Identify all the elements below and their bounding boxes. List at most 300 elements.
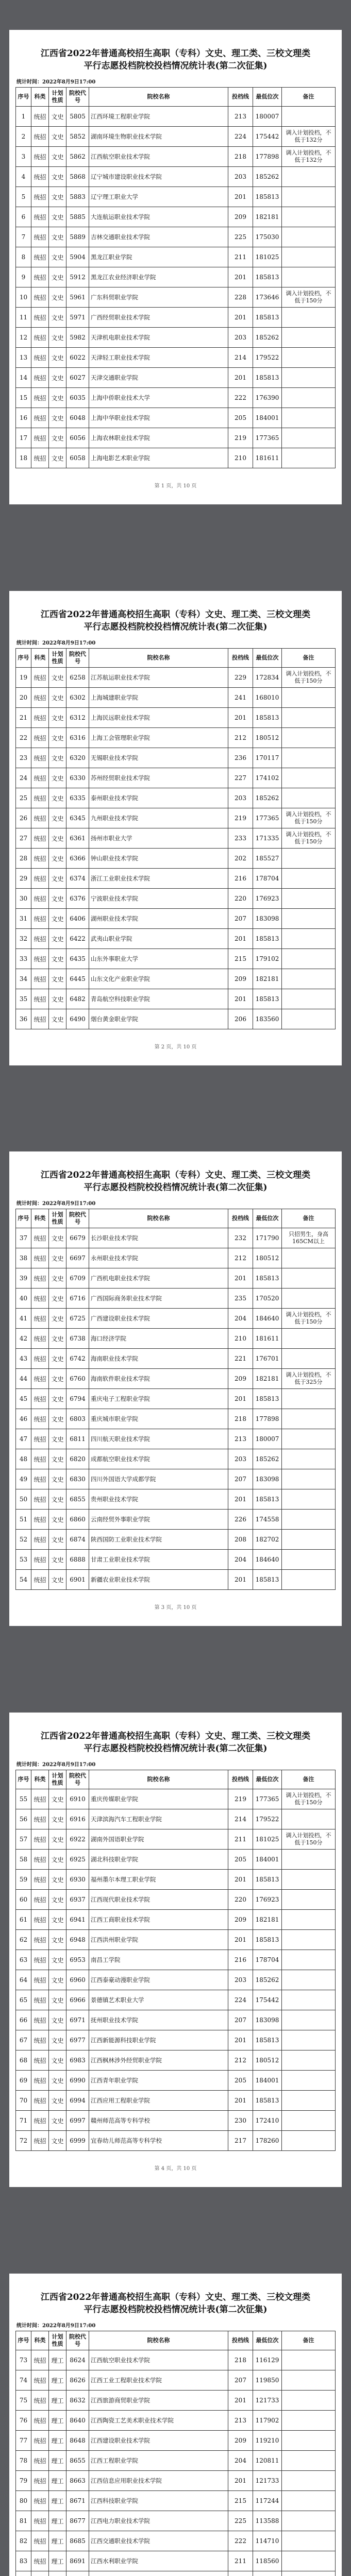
subject-type: 文史	[49, 408, 66, 428]
cutoff-score: 203	[228, 1449, 253, 1469]
table-row	[16, 1248, 336, 1268]
row-number: 19	[16, 668, 31, 688]
enroll-kind: 统招	[31, 348, 49, 368]
enroll-kind: 统招	[31, 448, 49, 468]
enroll-kind: 统招	[31, 768, 49, 788]
table-row	[16, 408, 336, 428]
cutoff-score: 202	[228, 849, 253, 869]
school-name: 陕西国防工业职业技术学院	[89, 1530, 228, 1550]
print-time: 统计时间：2022年8月9日17:00	[16, 1201, 96, 1207]
cutoff-score: 226	[228, 1510, 253, 1530]
enroll-kind: 统招	[31, 267, 49, 287]
table-row	[16, 167, 336, 187]
lowest-rank: 114710	[253, 2531, 282, 2551]
remark	[282, 2071, 336, 2091]
lowest-rank: 185813	[253, 2030, 282, 2050]
school-name: 广西国际商务职业技术学院	[89, 1289, 228, 1309]
lowest-rank: 177365	[253, 1789, 282, 1809]
school-name: 江西青年职业学院	[89, 2071, 228, 2091]
school-name: 黑龙江农业经济职业学院	[89, 267, 228, 287]
cutoff-score: 209	[228, 207, 253, 227]
subject-type: 文史	[49, 849, 66, 869]
remark	[282, 1990, 336, 2010]
subject-type: 文史	[49, 388, 66, 408]
remark	[282, 2370, 336, 2391]
remark	[282, 348, 336, 368]
enroll-kind: 统招	[31, 1248, 49, 1268]
cutoff-score: 212	[228, 1248, 253, 1268]
table-row	[16, 909, 336, 929]
row-number: 83	[16, 2551, 31, 2571]
subject-type: 文史	[49, 1850, 66, 1870]
row-number: 53	[16, 1550, 31, 1570]
school-code: 6022	[66, 348, 89, 368]
subject-type: 文史	[49, 1469, 66, 1489]
enroll-kind: 统招	[31, 788, 49, 808]
row-number: 46	[16, 1409, 31, 1429]
subject-type: 文史	[49, 1248, 66, 1268]
subject-type: 文史	[49, 247, 66, 267]
cutoff-score: 201	[228, 1930, 253, 1950]
title-line-1: 江西省2022年普通高校招生高职（专科）文史、理工类、三校文理类	[40, 1731, 311, 1741]
column-header: 科类	[31, 1209, 49, 1228]
column-header: 院校名称	[89, 2331, 228, 2350]
row-number: 31	[16, 909, 31, 929]
cutoff-score: 201	[228, 187, 253, 207]
enroll-kind: 统招	[31, 869, 49, 889]
column-header: 序号	[16, 88, 31, 107]
row-number: 68	[16, 2050, 31, 2071]
row-number: 25	[16, 788, 31, 808]
cutoff-score: 216	[228, 1950, 253, 1970]
cutoff-score: 207	[228, 909, 253, 929]
print-time: 统计时间：2022年8月9日17:00	[16, 79, 96, 85]
remark	[282, 748, 336, 768]
cutoff-score: 218	[228, 1409, 253, 1429]
lowest-rank: 185813	[253, 1870, 282, 1890]
title-line-2: 平行志愿投档院校投档情况统计表(第二次征集)	[83, 61, 268, 71]
lowest-rank: 182181	[253, 969, 282, 989]
table-row	[16, 929, 336, 949]
row-number: 16	[16, 408, 31, 428]
subject-type: 理工	[49, 2551, 66, 2571]
table-row	[16, 247, 336, 267]
school-name: 海南职业技术学院	[89, 1349, 228, 1369]
enroll-kind: 统招	[31, 1550, 49, 1570]
lowest-rank: 113588	[253, 2511, 282, 2531]
remark	[282, 2010, 336, 2030]
table-row	[16, 768, 336, 788]
column-header: 投档线	[228, 88, 253, 107]
school-code: 6916	[66, 1809, 89, 1829]
enroll-kind: 统招	[31, 2531, 49, 2551]
cutoff-score: 204	[228, 1550, 253, 1570]
table-row	[16, 1389, 336, 1409]
row-number: 28	[16, 849, 31, 869]
lowest-rank: 185813	[253, 308, 282, 328]
school-code: 6679	[66, 1228, 89, 1248]
school-code: 6930	[66, 1870, 89, 1890]
row-number: 73	[16, 2350, 31, 2370]
row-number: 54	[16, 1570, 31, 1590]
school-name: 湖南环境生物职业技术学院	[89, 127, 228, 147]
cutoff-score: 219	[228, 1789, 253, 1809]
school-name: 苏州经贸职业技术学院	[89, 768, 228, 788]
enroll-kind: 统招	[31, 1429, 49, 1449]
lowest-rank: 176390	[253, 388, 282, 408]
cutoff-score: 203	[228, 1970, 253, 1990]
table-row	[16, 2511, 336, 2531]
subject-type: 文史	[49, 167, 66, 187]
remark	[282, 2471, 336, 2491]
enroll-kind: 统招	[31, 1910, 49, 1930]
subject-type: 文史	[49, 207, 66, 227]
lowest-rank: 177365	[253, 428, 282, 448]
subject-type: 文史	[49, 768, 66, 788]
row-number: 38	[16, 1248, 31, 1268]
remark: 调入计划投档，不低于150分	[282, 1309, 336, 1329]
page-paper	[9, 2274, 342, 2576]
enroll-kind: 统招	[31, 1369, 49, 1389]
remark: 调入计划投档，不低于150分	[282, 668, 336, 688]
enroll-kind: 统招	[31, 2391, 49, 2411]
enroll-kind: 统招	[31, 368, 49, 388]
school-code: 6320	[66, 748, 89, 768]
school-code: 6435	[66, 949, 89, 969]
table-row	[16, 1329, 336, 1349]
page-paper	[9, 1713, 342, 2187]
cutoff-score: 215	[228, 949, 253, 969]
enroll-kind: 统招	[31, 1950, 49, 1970]
cutoff-score: 232	[228, 1228, 253, 1248]
lowest-rank: 175030	[253, 227, 282, 247]
table-row	[16, 1990, 336, 2010]
column-header: 投档线	[228, 1209, 253, 1228]
row-number: 1	[16, 107, 31, 127]
table-row	[16, 1369, 336, 1389]
cutoff-score: 210	[228, 448, 253, 468]
print-time: 统计时间：2022年8月9日17:00	[16, 1762, 96, 1768]
row-number: 44	[16, 1369, 31, 1389]
remark	[282, 1329, 336, 1349]
lowest-rank: 174102	[253, 768, 282, 788]
enroll-kind: 统招	[31, 2431, 49, 2451]
school-code: 6716	[66, 1289, 89, 1309]
remark	[282, 1550, 336, 1570]
subject-type: 文史	[49, 969, 66, 989]
row-number: 32	[16, 929, 31, 949]
school-name: 泰州职业技术学院	[89, 788, 228, 808]
lowest-rank: 185262	[253, 788, 282, 808]
school-code: 6374	[66, 869, 89, 889]
school-name: 江西工商职业技术学院	[89, 1910, 228, 1930]
school-name: 上海中侨职业技术大学	[89, 388, 228, 408]
subject-type: 理工	[49, 2491, 66, 2511]
school-name: 辽宁城市建设职业技术学院	[89, 167, 228, 187]
lowest-rank: 184640	[253, 1309, 282, 1329]
subject-type: 文史	[49, 1930, 66, 1950]
enroll-kind: 统招	[31, 969, 49, 989]
enroll-kind: 统招	[31, 1890, 49, 1910]
cutoff-score: 201	[228, 267, 253, 287]
subject-type: 理工	[49, 2451, 66, 2471]
enroll-kind: 统招	[31, 1389, 49, 1409]
table-row	[16, 969, 336, 989]
enroll-kind: 统招	[31, 147, 49, 167]
school-code: 8691	[66, 2551, 89, 2571]
school-name: 天津交通职业学院	[89, 368, 228, 388]
remark: 调入计划投档，不低于150分	[282, 1789, 336, 1809]
lowest-rank: 176923	[253, 1890, 282, 1910]
remark	[282, 1349, 336, 1369]
row-number: 52	[16, 1530, 31, 1550]
table-row	[16, 1510, 336, 1530]
row-number: 21	[16, 708, 31, 728]
cutoff-score: 217	[228, 2131, 253, 2151]
subject-type: 文史	[49, 1950, 66, 1970]
remark	[282, 1910, 336, 1930]
title-line-1: 江西省2022年普通高校招生高职（专科）文史、理工类、三校文理类	[40, 48, 311, 59]
column-header: 投档线	[228, 2331, 253, 2350]
subject-type: 文史	[49, 728, 66, 748]
enroll-kind: 统招	[31, 1449, 49, 1469]
school-name: 海口经济学院	[89, 1329, 228, 1349]
lowest-rank: 170520	[253, 1289, 282, 1309]
remark	[282, 2431, 336, 2451]
table-row	[16, 1309, 336, 1329]
cutoff-score: 220	[228, 889, 253, 909]
school-name: 辽宁理工职业大学	[89, 187, 228, 207]
enroll-kind: 统招	[31, 328, 49, 348]
row-number: 26	[16, 808, 31, 828]
column-header: 院校名称	[89, 649, 228, 668]
cutoff-score: 222	[228, 388, 253, 408]
column-header: 计划性质	[49, 1770, 66, 1789]
school-name: 江苏航运职业技术学院	[89, 668, 228, 688]
enroll-kind: 统招	[31, 1309, 49, 1329]
table-row	[16, 668, 336, 688]
page-title	[15, 47, 336, 72]
subject-type: 理工	[49, 2411, 66, 2431]
school-code: 6803	[66, 1409, 89, 1429]
document-page	[0, 1151, 351, 1626]
enroll-kind: 统招	[31, 1349, 49, 1369]
cutoff-score: 205	[228, 2071, 253, 2091]
subject-type: 文史	[49, 708, 66, 728]
column-header: 院校代号	[66, 1770, 89, 1789]
enroll-kind: 统招	[31, 428, 49, 448]
lowest-rank: 120811	[253, 2451, 282, 2471]
school-name: 广西经贸职业技术学院	[89, 308, 228, 328]
table-row	[16, 1789, 336, 1809]
row-number: 24	[16, 768, 31, 788]
lowest-rank: 185813	[253, 1930, 282, 1950]
lowest-rank: 185813	[253, 1570, 282, 1590]
row-number: 4	[16, 167, 31, 187]
enroll-kind: 统招	[31, 1009, 49, 1029]
remark	[282, 2551, 336, 2571]
subject-type: 文史	[49, 1329, 66, 1349]
remark	[282, 227, 336, 247]
enroll-kind: 统招	[31, 1510, 49, 1530]
lowest-rank: 172410	[253, 2111, 282, 2131]
school-code: 6742	[66, 1349, 89, 1369]
lowest-rank: 185262	[253, 1449, 282, 1469]
admission-table	[15, 1770, 336, 2151]
page-title	[15, 1169, 336, 1194]
subject-type: 文史	[49, 869, 66, 889]
remark	[282, 428, 336, 448]
table-row	[16, 808, 336, 828]
subject-type: 文史	[49, 2131, 66, 2151]
table-row	[16, 949, 336, 969]
school-code: 6422	[66, 929, 89, 949]
remark	[282, 2391, 336, 2411]
school-code	[66, 2571, 89, 2576]
lowest-rank: 182702	[253, 1530, 282, 1550]
subject-type: 文史	[49, 227, 66, 247]
lowest-rank: 178260	[253, 2131, 282, 2151]
cutoff-score: 222	[228, 2531, 253, 2551]
school-code: 6830	[66, 1469, 89, 1489]
school-code: 8648	[66, 2431, 89, 2451]
lowest-rank: 174558	[253, 1510, 282, 1530]
school-name: 黑龙江职业学院	[89, 247, 228, 267]
remark	[282, 1268, 336, 1289]
remark	[282, 1870, 336, 1890]
remark	[282, 869, 336, 889]
table-row	[16, 688, 336, 708]
school-code: 6366	[66, 849, 89, 869]
lowest-rank: 184001	[253, 1850, 282, 1870]
row-number: 80	[16, 2491, 31, 2511]
subject-type: 文史	[49, 1550, 66, 1570]
row-number: 23	[16, 748, 31, 768]
row-number: 35	[16, 989, 31, 1009]
cutoff-score: 209	[228, 1369, 253, 1389]
school-name: 广西机电职业技术学院	[89, 1268, 228, 1289]
subject-type: 文史	[49, 2010, 66, 2030]
cutoff-score: 235	[228, 1289, 253, 1309]
subject-type: 文史	[49, 949, 66, 969]
cutoff-score: 227	[228, 768, 253, 788]
lowest-rank: 175442	[253, 1990, 282, 2010]
cutoff-score: 201	[228, 308, 253, 328]
table-row	[16, 2551, 336, 2571]
remark	[282, 2491, 336, 2511]
subject-type: 文史	[49, 147, 66, 167]
enroll-kind: 统招	[31, 1970, 49, 1990]
row-number: 18	[16, 448, 31, 468]
school-name: 湖南外国语职业学院	[89, 1829, 228, 1850]
school-name: 江西新能源科技职业学院	[89, 2030, 228, 2050]
remark	[282, 2511, 336, 2531]
remark: 调入计划投档，不低于150分	[282, 808, 336, 828]
cutoff-score: 201	[228, 2391, 253, 2411]
school-code: 6048	[66, 408, 89, 428]
subject-type: 文史	[49, 788, 66, 808]
remark	[282, 1009, 336, 1029]
enroll-kind: 统招	[31, 1850, 49, 1870]
remark	[282, 2111, 336, 2131]
subject-type: 理工	[49, 2350, 66, 2370]
cutoff-score: 207	[228, 1469, 253, 1489]
lowest-rank: 181025	[253, 1829, 282, 1850]
cutoff-score: 229	[228, 668, 253, 688]
lowest-rank: 182181	[253, 207, 282, 227]
cutoff-score: 212	[228, 728, 253, 748]
remark	[282, 1930, 336, 1950]
column-header: 计划性质	[49, 88, 66, 107]
cutoff-score: 213	[228, 1429, 253, 1449]
title-line-1: 江西省2022年普通高校招生高职（专科）文史、理工类、三校文理类	[40, 2292, 311, 2302]
subject-type: 文史	[49, 929, 66, 949]
enroll-kind: 统招	[31, 849, 49, 869]
subject-type: 文史	[49, 1228, 66, 1248]
school-name: 上海农林职业技术学院	[89, 428, 228, 448]
school-code: 6901	[66, 1570, 89, 1590]
school-name: 扬州市职业大学	[89, 828, 228, 849]
school-code: 6941	[66, 1910, 89, 1930]
remark: 调入计划投档，不低于132分	[282, 147, 336, 167]
enroll-kind: 统招	[31, 989, 49, 1009]
enroll-kind: 统招	[31, 1570, 49, 1590]
column-header: 科类	[31, 88, 49, 107]
remark	[282, 1850, 336, 1870]
school-code: 6990	[66, 2071, 89, 2091]
row-number: 71	[16, 2111, 31, 2131]
column-header: 院校代号	[66, 649, 89, 668]
column-header: 序号	[16, 2331, 31, 2350]
school-name: 上海城建职业学院	[89, 688, 228, 708]
school-name: 四川航天职业技术学院	[89, 1429, 228, 1449]
row-number: 2	[16, 127, 31, 147]
cutoff-score: 207	[228, 2010, 253, 2030]
row-number: 6	[16, 207, 31, 227]
table-row	[16, 1349, 336, 1369]
enroll-kind: 统招	[31, 889, 49, 909]
enroll-kind: 统招	[31, 1990, 49, 2010]
cutoff-score: 219	[228, 428, 253, 448]
lowest-rank: 185813	[253, 1268, 282, 1289]
row-number: 69	[16, 2071, 31, 2091]
subject-type: 文史	[49, 1369, 66, 1389]
title-line-2: 平行志愿投档院校投档情况统计表(第二次征集)	[83, 1743, 268, 1754]
school-name: 甘肃工业职业技术学院	[89, 1550, 228, 1570]
table-header-row	[16, 1209, 336, 1228]
table-row	[16, 2131, 336, 2151]
cutoff-score: 214	[228, 348, 253, 368]
school-name: 重庆传媒职业学院	[89, 1789, 228, 1809]
school-name: 永州职业技术学院	[89, 1248, 228, 1268]
remark	[282, 388, 336, 408]
school-code: 5971	[66, 308, 89, 328]
cutoff-score: 204	[228, 2451, 253, 2471]
remark	[282, 2091, 336, 2111]
subject-type: 文史	[49, 2091, 66, 2111]
cutoff-score: 241	[228, 688, 253, 708]
school-code: 8671	[66, 2491, 89, 2511]
school-code: 8632	[66, 2391, 89, 2411]
cutoff-score: 209	[228, 2431, 253, 2451]
column-header: 备注	[282, 649, 336, 668]
cutoff-score: 201	[228, 929, 253, 949]
enroll-kind: 统招	[31, 909, 49, 929]
remark	[282, 187, 336, 207]
print-time: 统计时间：2022年8月9日17:00	[16, 2323, 96, 2329]
enroll-kind: 统招	[31, 167, 49, 187]
enroll-kind: 统招	[31, 408, 49, 428]
